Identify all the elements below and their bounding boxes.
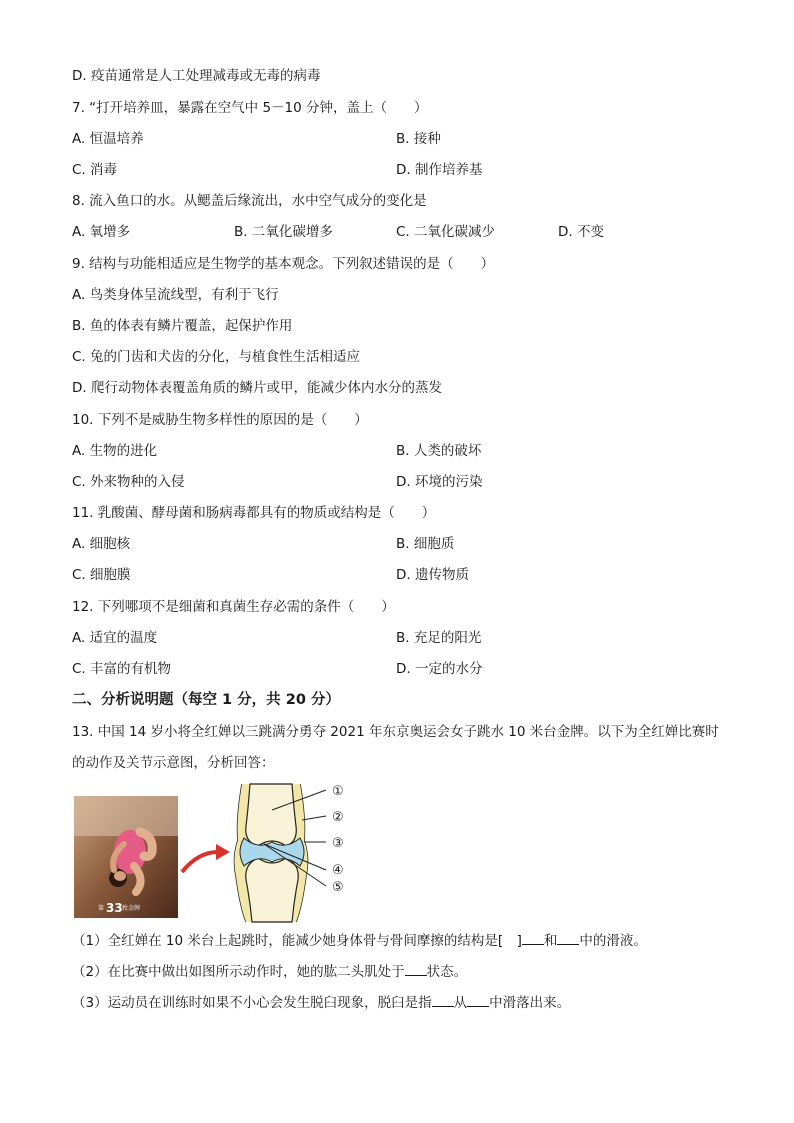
diver-photo: [74, 796, 178, 918]
q8-option-b: B. 二氧化碳增多: [234, 224, 333, 240]
q11-stem: 11. 乳酸菌、酵母菌和肠病毒都具有的物质或结构是（ ）: [72, 505, 436, 521]
q13-sub1-b: 和: [543, 933, 558, 949]
q13-sub1-c: 中的滑液。: [579, 933, 647, 949]
q9-option-c: C. 兔的门齿和犬齿的分化，与植食性生活相适应: [72, 349, 361, 365]
q12-option-a: A. 适宜的温度: [72, 630, 158, 646]
section-title: 二、分析说明题（每空 1 分，共 20 分）: [72, 692, 340, 708]
caption-suffix: 枚金牌: [122, 905, 141, 912]
q13-stem-line2: 的动作及关节示意图，分析回答：: [72, 755, 275, 771]
caption-prefix: 第: [98, 905, 105, 912]
q10-option-a: A. 生物的进化: [72, 443, 158, 459]
q8-option-a: A. 氧增多: [72, 224, 131, 240]
q13-sub1-a: （1）全红婵在 10 米台上起跳时，能减少她身体骨与骨间摩擦的结构是[ ]: [72, 933, 522, 949]
q13-sub3-b: 从: [453, 995, 468, 1011]
q9-option-d: D. 爬行动物体表覆盖角质的鳞片或甲，能减少体内水分的蒸发: [72, 380, 442, 396]
q7-stem: 7. “打开培养皿，暴露在空气中 5－10 分钟，盖上（ ）: [72, 100, 428, 116]
answer-blank[interactable]: [522, 930, 544, 945]
q11-option-c: C. 细胞膜: [72, 567, 131, 583]
label-1: ①: [332, 784, 344, 799]
answer-blank[interactable]: [432, 992, 454, 1007]
q13-stem-line1: 13. 中国 14 岁小将全红婵以三跳满分勇夺 2021 年东京奥运会女子跳水 10 米台金牌。以下为全红婵比赛时: [72, 724, 719, 740]
q8-stem: 8. 流入鱼口的水。从鳃盖后缘流出，水中空气成分的变化是: [72, 193, 427, 209]
caption-number: 33: [106, 901, 123, 915]
q13-sub2: [72, 961, 467, 982]
q7-option-d: D. 制作培养基: [396, 162, 483, 178]
q7-option-a: A. 恒温培养: [72, 131, 144, 147]
q13-sub1: [72, 930, 647, 951]
label-3: ③: [332, 836, 344, 851]
q12-option-b: B. 充足的阳光: [396, 630, 482, 646]
q13-sub3: [72, 992, 570, 1013]
q13-sub3-a: （3）运动员在训练时如果不小心会发生脱臼现象，脱臼是指: [72, 995, 432, 1011]
label-5: ⑤: [332, 880, 344, 895]
joint-diagram: [180, 780, 370, 925]
q7-option-c: C. 消毒: [72, 162, 118, 178]
q13-sub2-b: 状态。: [426, 964, 468, 980]
q12-stem: 12. 下列哪项不是细菌和真菌生存必需的条件（ ）: [72, 599, 395, 615]
q11-option-b: B. 细胞质: [396, 536, 455, 552]
q9-option-b: B. 鱼的体表有鳞片覆盖，起保护作用: [72, 318, 293, 334]
q10-option-c: C. 外来物种的入侵: [72, 474, 185, 490]
answer-blank[interactable]: [405, 961, 427, 976]
answer-blank[interactable]: [467, 992, 489, 1007]
q10-option-b: B. 人类的破坏: [396, 443, 482, 459]
q7-option-b: B. 接种: [396, 131, 441, 147]
arrow-icon: [182, 852, 218, 872]
label-4: ④: [332, 863, 344, 878]
q11-option-a: A. 细胞核: [72, 536, 131, 552]
q9-stem: 9. 结构与功能相适应是生物学的基本观念。下列叙述错误的是（ ）: [72, 256, 495, 272]
q6-option-d: D. 疫苗通常是人工处理减毒或无毒的病毒: [72, 68, 321, 84]
q12-option-c: C. 丰富的有机物: [72, 661, 172, 677]
q10-stem: 10. 下列不是威胁生物多样性的原因的是（ ）: [72, 412, 368, 428]
q10-option-d: D. 环境的污染: [396, 474, 483, 490]
q11-option-d: D. 遗传物质: [396, 567, 469, 583]
q12-option-d: D. 一定的水分: [396, 661, 483, 677]
q8-option-c: C. 二氧化碳减少: [396, 224, 496, 240]
q13-sub2-a: （2）在比赛中做出如图所示动作时，她的肱二头肌处于: [72, 964, 405, 980]
q9-option-a: A. 鸟类身体呈流线型，有利于飞行: [72, 287, 279, 303]
answer-blank[interactable]: [557, 930, 579, 945]
q8-option-d: D. 不变: [558, 224, 604, 240]
q13-sub3-c: 中滑落出来。: [489, 995, 571, 1011]
label-2: ②: [332, 810, 344, 825]
